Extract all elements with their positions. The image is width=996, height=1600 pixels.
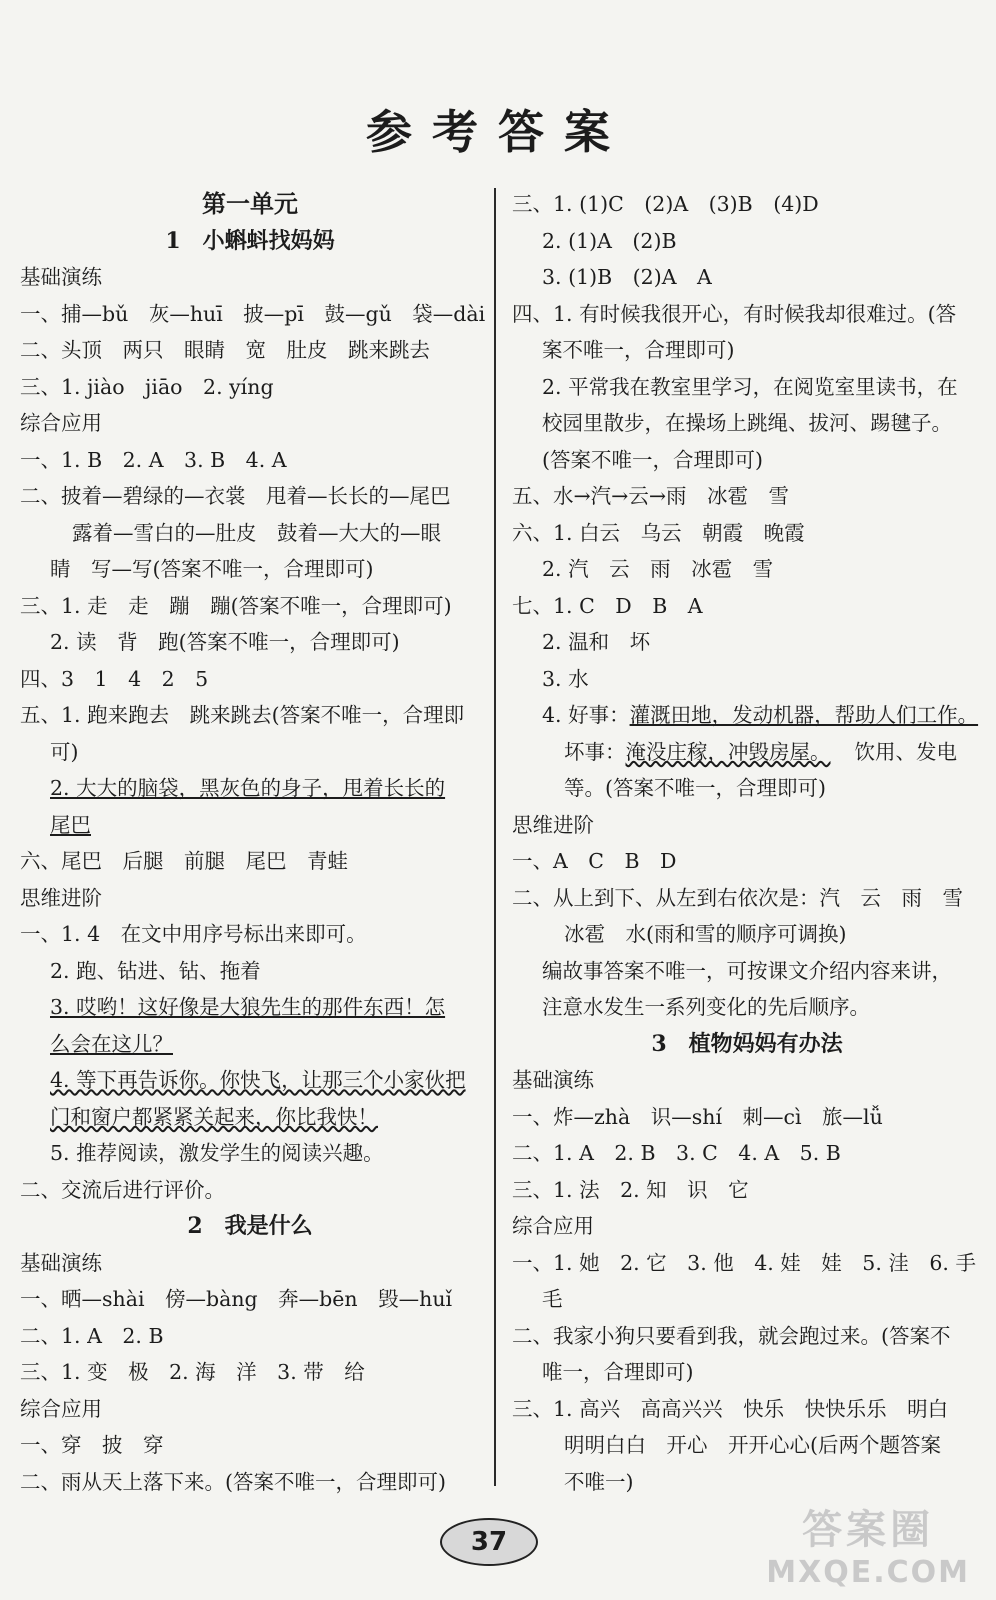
answer-line: 二、披着—碧绿的—衣裳 甩着—长长的—尾巴 bbox=[20, 484, 451, 508]
answer-line: 一、1. 她 2. 它 3. 他 4. 娃 娃 5. 洼 6. 手 bbox=[512, 1250, 976, 1275]
answer-line: 明明白白 开心 开开心心(后两个题答案 bbox=[564, 1433, 941, 1457]
answer-line: 六、尾巴 后腿 前腿 尾巴 青蛙 bbox=[20, 849, 348, 873]
answer-line: 等。(答案不唯一，合理即可) bbox=[564, 776, 826, 800]
answer-line: 3. (1)B (2)A A bbox=[542, 265, 712, 289]
answer-line: 一、A C B D bbox=[512, 849, 677, 873]
page-number: 37 bbox=[440, 1518, 538, 1566]
section-label: 基础演练 bbox=[20, 1250, 102, 1275]
answer-line: 冰雹 水(雨和雪的顺序可调换) bbox=[564, 922, 847, 946]
answer-line: 二、从上到下、从左到右依次是：汽 云 雨 雪 bbox=[512, 885, 963, 910]
bad-label: 坏事： bbox=[564, 739, 626, 764]
answer-line: 2. 温和 坏 bbox=[542, 630, 651, 654]
answer-line: 一、炸—zhà 识—shí 刺—cì 旅—lǚ bbox=[512, 1104, 883, 1129]
lesson-heading: 3 植物妈妈有办法 bbox=[651, 1030, 843, 1057]
bad-wavy: 淹没庄稼，冲毁房屋。 bbox=[625, 739, 831, 764]
answer-line-underlined: 2. 大大的脑袋，黑灰色的身子，甩着长长的 bbox=[50, 776, 446, 800]
answer-line: 二、我家小狗只要看到我，就会跑过来。(答案不 bbox=[512, 1323, 951, 1348]
section-label: 综合应用 bbox=[20, 1396, 102, 1421]
answer-line: 一、捕—bǔ 灰—huī 披—pī 鼓—gǔ 袋—dài bbox=[20, 301, 486, 326]
answer-line: 2. (1)A (2)B bbox=[542, 228, 677, 253]
answer-line: 二、雨从天上落下来。(答案不唯一，合理即可) bbox=[20, 1469, 446, 1494]
answer-line: 2. 汽 云 雨 冰雹 雪 bbox=[542, 557, 774, 581]
answer-line: 唯一，合理即可) bbox=[542, 1360, 694, 1384]
answer-line: 露着—雪白的—肚皮 鼓着—大大的—眼 bbox=[72, 520, 441, 545]
good-underlined: 灌溉田地，发动机器，帮助人们工作。 bbox=[629, 703, 979, 727]
watermark-logo bbox=[766, 1498, 970, 1590]
watermark-url: MXQE.COM bbox=[766, 1555, 970, 1590]
answer-line-bad bbox=[512, 734, 982, 771]
answer-line: 5. 推荐阅读，激发学生的阅读兴趣。 bbox=[50, 1141, 384, 1165]
answer-line: 三、1. jiào jiāo 2. yíng bbox=[20, 374, 274, 399]
answer-line: 四、3 1 4 2 5 bbox=[20, 666, 209, 691]
answer-line: 七、1. C D B A bbox=[512, 593, 703, 618]
section-label: 基础演练 bbox=[20, 265, 102, 289]
answer-line: 四、1. 有时候我很开心，有时候我却很难过。(答 bbox=[512, 301, 957, 326]
column-divider bbox=[494, 188, 496, 1486]
answer-line: 一、穿 披 穿 bbox=[20, 1433, 164, 1457]
answer-line: 毛 bbox=[542, 1287, 563, 1311]
answer-line: 二、1. A 2. B bbox=[20, 1323, 164, 1348]
answer-line: 六、1. 白云 乌云 朝霞 晚霞 bbox=[512, 520, 805, 545]
good-label: 4. 好事： bbox=[542, 703, 630, 727]
answer-line: 睛 写—写(答案不唯一，合理即可) bbox=[50, 557, 374, 581]
answer-line: 2. 读 背 跑(答案不唯一，合理即可) bbox=[50, 630, 400, 654]
answer-line: 二、1. A 2. B 3. C 4. A 5. B bbox=[512, 1141, 841, 1165]
answer-line-underlined: 么会在这儿？ bbox=[50, 1031, 173, 1056]
lesson-heading: 2 我是什么 bbox=[187, 1213, 313, 1239]
answer-line: 二、交流后进行评价。 bbox=[20, 1177, 225, 1202]
answer-line: 注意水发生一系列变化的先后顺序。 bbox=[542, 995, 870, 1019]
answer-line: 一、1. 4 在文中用序号标出来即可。 bbox=[20, 922, 367, 946]
answer-line: 编故事答案不唯一，可按课文介绍内容来讲， bbox=[542, 958, 952, 983]
answer-line: 3. 水 bbox=[542, 666, 589, 691]
bad-extra: 饮用、发电 bbox=[854, 739, 957, 764]
answer-line-wavy: 门和窗户都紧紧关起来，你比我快！ bbox=[50, 1104, 378, 1129]
section-label: 综合应用 bbox=[20, 411, 102, 435]
answer-line: 三、1. 走 走 蹦 蹦(答案不唯一，合理即可) bbox=[20, 593, 452, 618]
answer-line-good bbox=[512, 697, 982, 734]
answer-line: 校园里散步，在操场上跳绳、拔河、踢毽子。 bbox=[542, 411, 952, 435]
page-title: 参考答案 bbox=[366, 105, 630, 159]
answer-line: 三、1. 高兴 高高兴兴 快乐 快快乐乐 明白 bbox=[512, 1396, 949, 1421]
answer-line: 三、1. 法 2. 知 识 它 bbox=[512, 1177, 749, 1202]
answer-line: 二、头顶 两只 眼睛 宽 肚皮 跳来跳去 bbox=[20, 338, 430, 362]
answer-line: 2. 跑、钻进、钻、拖着 bbox=[50, 958, 261, 983]
answer-line-underlined: 尾巴 bbox=[50, 812, 91, 837]
answer-line: 一、1. B 2. A 3. B 4. A bbox=[20, 447, 287, 472]
right-column bbox=[512, 186, 982, 1500]
answer-line: (答案不唯一，合理即可) bbox=[542, 447, 763, 472]
answer-line: 一、晒—shài 傍—bàng 奔—bēn 毁—huǐ bbox=[20, 1287, 453, 1311]
answer-line-underlined: 3. 哎哟！这好像是大狼先生的那件东西！怎 bbox=[50, 995, 446, 1019]
lesson-heading: 1 小蝌蚪找妈妈 bbox=[165, 227, 335, 254]
watermark-text: 答案圈 bbox=[802, 1507, 935, 1553]
section-label: 思维进阶 bbox=[512, 812, 594, 837]
answer-line: 不唯一) bbox=[564, 1469, 634, 1494]
answer-line: 案不唯一，合理即可) bbox=[542, 338, 735, 362]
answer-line: 三、1. (1)C (2)A (3)B (4)D bbox=[512, 192, 819, 216]
answer-line: 2. 平常我在教室里学习，在阅览室里读书，在 bbox=[542, 374, 958, 399]
section-label: 综合应用 bbox=[512, 1214, 594, 1238]
section-label: 思维进阶 bbox=[20, 885, 102, 910]
answer-line: 三、1. 变 极 2. 海 洋 3. 带 给 bbox=[20, 1360, 365, 1384]
unit-heading: 第一单元 bbox=[202, 189, 298, 218]
left-column bbox=[20, 186, 486, 1500]
answer-line: 可) bbox=[50, 739, 79, 764]
answer-line: 五、1. 跑来跑去 跳来跳去(答案不唯一，合理即 bbox=[20, 703, 465, 727]
section-label: 基础演练 bbox=[512, 1068, 594, 1092]
answer-line-wavy: 4. 等下再告诉你。你快飞，让那三个小家伙把 bbox=[50, 1068, 466, 1092]
answer-line: 五、水→汽→云→雨 冰雹 雪 bbox=[512, 484, 790, 508]
